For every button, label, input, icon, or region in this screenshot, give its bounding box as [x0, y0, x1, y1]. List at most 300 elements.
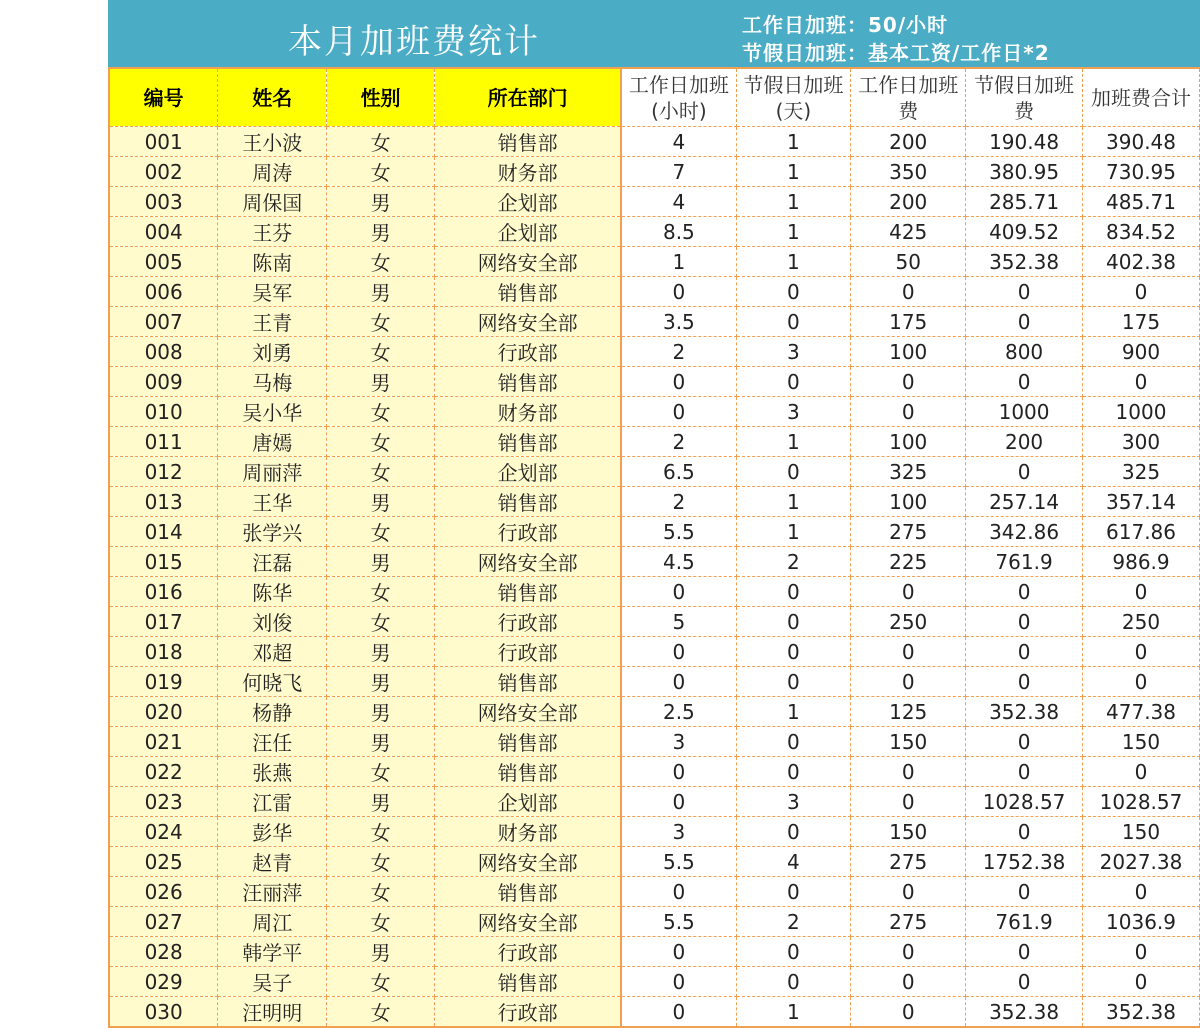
table-row: [109, 127, 1200, 157]
cell-weekday-pay[interactable]: 100: [851, 337, 966, 367]
cell-gender[interactable]: 女: [327, 757, 435, 787]
cell-total-pay[interactable]: 617.86: [1083, 517, 1200, 547]
cell-name[interactable]: 王青: [218, 307, 327, 337]
cell-weekday-pay[interactable]: 275: [851, 517, 966, 547]
cell-id[interactable]: 020: [109, 697, 218, 727]
cell-name[interactable]: 韩学平: [218, 937, 327, 967]
cell-total-pay[interactable]: 0: [1083, 757, 1200, 787]
cell-weekday-pay[interactable]: 0: [851, 277, 966, 307]
table-row: [109, 487, 1200, 517]
cell-holiday-pay[interactable]: 0: [966, 667, 1083, 697]
cell-total-pay[interactable]: 1028.57: [1083, 787, 1200, 817]
cell-name[interactable]: 彭华: [218, 817, 327, 847]
cell-name[interactable]: 刘俊: [218, 607, 327, 637]
cell-holiday-pay[interactable]: 0: [966, 967, 1083, 997]
cell-id[interactable]: 025: [109, 847, 218, 877]
cell-total-pay[interactable]: 730.95: [1083, 157, 1200, 187]
cell-name[interactable]: 汪任: [218, 727, 327, 757]
cell-department[interactable]: 财务部: [434, 397, 621, 427]
cell-holiday-days[interactable]: 2: [736, 907, 851, 937]
table-row: [109, 247, 1200, 277]
cell-weekday-pay[interactable]: 100: [851, 427, 966, 457]
cell-holiday-days[interactable]: 1: [736, 187, 851, 217]
cell-department[interactable]: 销售部: [434, 427, 621, 457]
table-row: [109, 607, 1200, 637]
cell-holiday-pay[interactable]: 761.9: [966, 547, 1083, 577]
cell-weekday-hours[interactable]: 0: [621, 757, 736, 787]
cell-holiday-days[interactable]: 1: [736, 157, 851, 187]
cell-gender[interactable]: 女: [327, 517, 435, 547]
cell-weekday-hours[interactable]: 0: [621, 787, 736, 817]
cell-id[interactable]: 003: [109, 187, 218, 217]
cell-name[interactable]: 陈华: [218, 577, 327, 607]
cell-holiday-days[interactable]: 0: [736, 817, 851, 847]
cell-weekday-pay[interactable]: 100: [851, 487, 966, 517]
cell-weekday-hours[interactable]: 0: [621, 667, 736, 697]
cell-total-pay[interactable]: 900: [1083, 337, 1200, 367]
cell-holiday-days[interactable]: 0: [736, 367, 851, 397]
cell-total-pay[interactable]: 0: [1083, 277, 1200, 307]
cell-weekday-pay[interactable]: 0: [851, 667, 966, 697]
cell-total-pay[interactable]: 834.52: [1083, 217, 1200, 247]
cell-weekday-hours[interactable]: 4.5: [621, 547, 736, 577]
cell-holiday-days[interactable]: 0: [736, 307, 851, 337]
cell-total-pay[interactable]: 0: [1083, 577, 1200, 607]
cell-holiday-days[interactable]: 3: [736, 397, 851, 427]
cell-weekday-pay[interactable]: 125: [851, 697, 966, 727]
cell-holiday-pay[interactable]: 285.71: [966, 187, 1083, 217]
cell-holiday-pay[interactable]: 0: [966, 577, 1083, 607]
cell-gender[interactable]: 男: [327, 277, 435, 307]
table-row: [109, 697, 1200, 727]
cell-gender[interactable]: 男: [327, 487, 435, 517]
cell-department[interactable]: 销售部: [434, 127, 621, 157]
cell-id[interactable]: 026: [109, 877, 218, 907]
cell-holiday-days[interactable]: 4: [736, 847, 851, 877]
cell-gender[interactable]: 女: [327, 307, 435, 337]
cell-department[interactable]: 企划部: [434, 457, 621, 487]
cell-holiday-days[interactable]: 1: [736, 247, 851, 277]
cell-id[interactable]: 030: [109, 997, 218, 1028]
cell-gender[interactable]: 男: [327, 787, 435, 817]
cell-id[interactable]: 027: [109, 907, 218, 937]
cell-weekday-pay[interactable]: 0: [851, 367, 966, 397]
cell-gender[interactable]: 女: [327, 397, 435, 427]
cell-department[interactable]: 网络安全部: [434, 247, 621, 277]
cell-id[interactable]: 009: [109, 367, 218, 397]
cell-weekday-pay[interactable]: 350: [851, 157, 966, 187]
cell-id[interactable]: 022: [109, 757, 218, 787]
cell-holiday-pay[interactable]: 761.9: [966, 907, 1083, 937]
table-row: [109, 787, 1200, 817]
cell-name[interactable]: 刘勇: [218, 337, 327, 367]
cell-holiday-pay[interactable]: 0: [966, 937, 1083, 967]
cell-name[interactable]: 江雷: [218, 787, 327, 817]
cell-gender[interactable]: 女: [327, 967, 435, 997]
cell-holiday-pay[interactable]: 0: [966, 607, 1083, 637]
cell-name[interactable]: 张学兴: [218, 517, 327, 547]
table-row: [109, 157, 1200, 187]
title-banner: [108, 0, 1200, 67]
cell-id[interactable]: 011: [109, 427, 218, 457]
cell-weekday-hours[interactable]: 3.5: [621, 307, 736, 337]
cell-weekday-pay[interactable]: 175: [851, 307, 966, 337]
cell-weekday-pay[interactable]: 275: [851, 847, 966, 877]
cell-holiday-days[interactable]: 0: [736, 667, 851, 697]
cell-holiday-pay[interactable]: 352.38: [966, 697, 1083, 727]
table-row: [109, 217, 1200, 247]
cell-holiday-pay[interactable]: 0: [966, 727, 1083, 757]
cell-gender[interactable]: 女: [327, 817, 435, 847]
cell-weekday-hours[interactable]: 0: [621, 877, 736, 907]
cell-department[interactable]: 销售部: [434, 577, 621, 607]
cell-name[interactable]: 汪磊: [218, 547, 327, 577]
cell-department[interactable]: 销售部: [434, 667, 621, 697]
cell-name[interactable]: 杨静: [218, 697, 327, 727]
cell-gender[interactable]: 女: [327, 127, 435, 157]
cell-gender[interactable]: 男: [327, 187, 435, 217]
cell-gender[interactable]: 女: [327, 337, 435, 367]
cell-weekday-hours[interactable]: 5.5: [621, 847, 736, 877]
cell-total-pay[interactable]: 250: [1083, 607, 1200, 637]
cell-total-pay[interactable]: 986.9: [1083, 547, 1200, 577]
cell-id[interactable]: 023: [109, 787, 218, 817]
cell-weekday-hours[interactable]: 0: [621, 997, 736, 1028]
cell-department[interactable]: 财务部: [434, 817, 621, 847]
cell-department[interactable]: 行政部: [434, 337, 621, 367]
cell-holiday-days[interactable]: 2: [736, 547, 851, 577]
cell-weekday-pay[interactable]: 50: [851, 247, 966, 277]
cell-gender[interactable]: 男: [327, 667, 435, 697]
cell-total-pay[interactable]: 325: [1083, 457, 1200, 487]
cell-id[interactable]: 014: [109, 517, 218, 547]
cell-holiday-days[interactable]: 3: [736, 787, 851, 817]
cell-name[interactable]: 何晓飞: [218, 667, 327, 697]
cell-department[interactable]: 网络安全部: [434, 847, 621, 877]
cell-id[interactable]: 002: [109, 157, 218, 187]
cell-gender[interactable]: 男: [327, 217, 435, 247]
cell-id[interactable]: 024: [109, 817, 218, 847]
cell-holiday-pay[interactable]: 190.48: [966, 127, 1083, 157]
cell-total-pay[interactable]: 2027.38: [1083, 847, 1200, 877]
cell-name[interactable]: 吴军: [218, 277, 327, 307]
cell-department[interactable]: 行政部: [434, 997, 621, 1028]
cell-department[interactable]: 销售部: [434, 367, 621, 397]
cell-holiday-pay[interactable]: 1028.57: [966, 787, 1083, 817]
cell-department[interactable]: 企划部: [434, 217, 621, 247]
cell-holiday-days[interactable]: 1: [736, 997, 851, 1028]
table-row: [109, 577, 1200, 607]
cell-gender[interactable]: 男: [327, 367, 435, 397]
cell-name[interactable]: 周涛: [218, 157, 327, 187]
cell-department[interactable]: 行政部: [434, 517, 621, 547]
cell-weekday-hours[interactable]: 1: [621, 247, 736, 277]
cell-department[interactable]: 销售部: [434, 757, 621, 787]
cell-holiday-days[interactable]: 0: [736, 877, 851, 907]
table-row: [109, 637, 1200, 667]
cell-name[interactable]: 陈南: [218, 247, 327, 277]
cell-gender[interactable]: 女: [327, 247, 435, 277]
cell-id[interactable]: 001: [109, 127, 218, 157]
cell-weekday-hours[interactable]: 0: [621, 967, 736, 997]
cell-id[interactable]: 007: [109, 307, 218, 337]
cell-weekday-hours[interactable]: 0: [621, 637, 736, 667]
cell-department[interactable]: 行政部: [434, 637, 621, 667]
cell-holiday-pay[interactable]: 0: [966, 457, 1083, 487]
cell-id[interactable]: 016: [109, 577, 218, 607]
cell-holiday-days[interactable]: 0: [736, 967, 851, 997]
cell-holiday-pay[interactable]: 0: [966, 307, 1083, 337]
cell-weekday-pay[interactable]: 200: [851, 187, 966, 217]
cell-weekday-hours[interactable]: 2.5: [621, 697, 736, 727]
cell-gender[interactable]: 男: [327, 637, 435, 667]
cell-holiday-pay[interactable]: 0: [966, 637, 1083, 667]
cell-holiday-pay[interactable]: 800: [966, 337, 1083, 367]
cell-holiday-days[interactable]: 1: [736, 217, 851, 247]
cell-holiday-days[interactable]: 0: [736, 937, 851, 967]
cell-id[interactable]: 019: [109, 667, 218, 697]
cell-holiday-days[interactable]: 1: [736, 697, 851, 727]
cell-total-pay[interactable]: 485.71: [1083, 187, 1200, 217]
table-row: [109, 457, 1200, 487]
cell-holiday-days[interactable]: 0: [736, 577, 851, 607]
cell-total-pay[interactable]: 0: [1083, 637, 1200, 667]
cell-holiday-pay[interactable]: 409.52: [966, 217, 1083, 247]
cell-id[interactable]: 015: [109, 547, 218, 577]
cell-holiday-days[interactable]: 0: [736, 277, 851, 307]
cell-gender[interactable]: 女: [327, 457, 435, 487]
cell-holiday-pay[interactable]: 342.86: [966, 517, 1083, 547]
cell-weekday-hours[interactable]: 2: [621, 427, 736, 457]
cell-gender[interactable]: 女: [327, 907, 435, 937]
cell-weekday-pay[interactable]: 0: [851, 637, 966, 667]
cell-weekday-hours[interactable]: 7: [621, 157, 736, 187]
cell-holiday-days[interactable]: 1: [736, 427, 851, 457]
col-header-weekday-pay[interactable]: 工作日加班费: [851, 68, 966, 127]
cell-department[interactable]: 销售部: [434, 277, 621, 307]
cell-weekday-pay[interactable]: 0: [851, 787, 966, 817]
col-header-total-pay[interactable]: 加班费合计: [1083, 68, 1200, 127]
cell-total-pay[interactable]: 1036.9: [1083, 907, 1200, 937]
cell-name[interactable]: 唐嫣: [218, 427, 327, 457]
cell-weekday-pay[interactable]: 0: [851, 877, 966, 907]
cell-holiday-days[interactable]: 1: [736, 127, 851, 157]
cell-department[interactable]: 网络安全部: [434, 547, 621, 577]
cell-weekday-hours[interactable]: 0: [621, 277, 736, 307]
cell-id[interactable]: 021: [109, 727, 218, 757]
cell-department[interactable]: 企划部: [434, 787, 621, 817]
cell-total-pay[interactable]: 0: [1083, 367, 1200, 397]
cell-department[interactable]: 企划部: [434, 187, 621, 217]
cell-total-pay[interactable]: 0: [1083, 877, 1200, 907]
cell-holiday-days[interactable]: 0: [736, 727, 851, 757]
cell-name[interactable]: 汪丽萍: [218, 877, 327, 907]
cell-department[interactable]: 销售部: [434, 487, 621, 517]
cell-name[interactable]: 周江: [218, 907, 327, 937]
cell-gender[interactable]: 女: [327, 847, 435, 877]
cell-holiday-days[interactable]: 1: [736, 517, 851, 547]
cell-holiday-pay[interactable]: 257.14: [966, 487, 1083, 517]
cell-total-pay[interactable]: 402.38: [1083, 247, 1200, 277]
cell-name[interactable]: 吴小华: [218, 397, 327, 427]
cell-id[interactable]: 008: [109, 337, 218, 367]
cell-total-pay[interactable]: 300: [1083, 427, 1200, 457]
cell-name[interactable]: 周保国: [218, 187, 327, 217]
cell-holiday-pay[interactable]: 380.95: [966, 157, 1083, 187]
cell-id[interactable]: 028: [109, 937, 218, 967]
cell-weekday-hours[interactable]: 0: [621, 577, 736, 607]
cell-holiday-pay[interactable]: 352.38: [966, 247, 1083, 277]
cell-weekday-pay[interactable]: 325: [851, 457, 966, 487]
table-row: [109, 337, 1200, 367]
cell-id[interactable]: 017: [109, 607, 218, 637]
cell-weekday-hours[interactable]: 6.5: [621, 457, 736, 487]
cell-holiday-days[interactable]: 0: [736, 607, 851, 637]
cell-weekday-pay[interactable]: 0: [851, 967, 966, 997]
col-header-holiday-pay[interactable]: 节假日加班费: [966, 68, 1083, 127]
cell-weekday-pay[interactable]: 0: [851, 397, 966, 427]
cell-name[interactable]: 汪明明: [218, 997, 327, 1028]
table-row: [109, 277, 1200, 307]
table-row: [109, 307, 1200, 337]
cell-id[interactable]: 013: [109, 487, 218, 517]
cell-gender[interactable]: 男: [327, 937, 435, 967]
cell-total-pay[interactable]: 175: [1083, 307, 1200, 337]
cell-holiday-days[interactable]: 0: [736, 757, 851, 787]
cell-name[interactable]: 邓超: [218, 637, 327, 667]
cell-name[interactable]: 王华: [218, 487, 327, 517]
cell-department[interactable]: 网络安全部: [434, 697, 621, 727]
cell-total-pay[interactable]: 0: [1083, 667, 1200, 697]
cell-department[interactable]: 财务部: [434, 157, 621, 187]
cell-total-pay[interactable]: 150: [1083, 727, 1200, 757]
cell-weekday-pay[interactable]: 0: [851, 937, 966, 967]
cell-weekday-hours[interactable]: 5.5: [621, 907, 736, 937]
cell-weekday-pay[interactable]: 425: [851, 217, 966, 247]
cell-weekday-pay[interactable]: 225: [851, 547, 966, 577]
cell-name[interactable]: 张燕: [218, 757, 327, 787]
cell-name[interactable]: 马梅: [218, 367, 327, 397]
sheet-title: 本月加班费统计: [288, 22, 540, 62]
cell-weekday-pay[interactable]: 150: [851, 727, 966, 757]
cell-name[interactable]: 周丽萍: [218, 457, 327, 487]
col-header-department[interactable]: 所在部门: [434, 68, 621, 127]
cell-weekday-pay[interactable]: 200: [851, 127, 966, 157]
cell-weekday-pay[interactable]: 275: [851, 907, 966, 937]
cell-total-pay[interactable]: 357.14: [1083, 487, 1200, 517]
cell-id[interactable]: 005: [109, 247, 218, 277]
cell-weekday-hours[interactable]: 0: [621, 367, 736, 397]
cell-department[interactable]: 销售部: [434, 967, 621, 997]
cell-total-pay[interactable]: 150: [1083, 817, 1200, 847]
cell-department[interactable]: 网络安全部: [434, 307, 621, 337]
cell-holiday-pay[interactable]: 352.38: [966, 997, 1083, 1028]
col-header-gender[interactable]: 性别: [327, 68, 435, 127]
cell-weekday-pay[interactable]: 250: [851, 607, 966, 637]
cell-total-pay[interactable]: 1000: [1083, 397, 1200, 427]
cell-holiday-pay[interactable]: 0: [966, 277, 1083, 307]
cell-weekday-pay[interactable]: 0: [851, 757, 966, 787]
cell-holiday-days[interactable]: 3: [736, 337, 851, 367]
cell-holiday-days[interactable]: 0: [736, 637, 851, 667]
cell-department[interactable]: 网络安全部: [434, 907, 621, 937]
cell-id[interactable]: 012: [109, 457, 218, 487]
cell-id[interactable]: 029: [109, 967, 218, 997]
cell-weekday-hours[interactable]: 4: [621, 127, 736, 157]
cell-holiday-days[interactable]: 0: [736, 457, 851, 487]
cell-holiday-pay[interactable]: 0: [966, 877, 1083, 907]
cell-gender[interactable]: 男: [327, 697, 435, 727]
cell-id[interactable]: 004: [109, 217, 218, 247]
cell-gender[interactable]: 女: [327, 877, 435, 907]
cell-holiday-pay[interactable]: 200: [966, 427, 1083, 457]
cell-gender[interactable]: 女: [327, 997, 435, 1028]
cell-weekday-hours[interactable]: 3: [621, 727, 736, 757]
cell-weekday-hours[interactable]: 0: [621, 937, 736, 967]
cell-gender[interactable]: 女: [327, 427, 435, 457]
cell-holiday-pay[interactable]: 0: [966, 817, 1083, 847]
cell-department[interactable]: 销售部: [434, 727, 621, 757]
cell-weekday-hours[interactable]: 8.5: [621, 217, 736, 247]
cell-weekday-hours[interactable]: 3: [621, 817, 736, 847]
cell-name[interactable]: 赵青: [218, 847, 327, 877]
cell-holiday-days[interactable]: 1: [736, 487, 851, 517]
cell-total-pay[interactable]: 352.38: [1083, 997, 1200, 1028]
cell-total-pay[interactable]: 390.48: [1083, 127, 1200, 157]
cell-gender[interactable]: 女: [327, 607, 435, 637]
col-header-weekday-hours[interactable]: 工作日加班(小时): [621, 68, 736, 127]
cell-department[interactable]: 行政部: [434, 937, 621, 967]
cell-weekday-hours[interactable]: 4: [621, 187, 736, 217]
cell-gender[interactable]: 女: [327, 157, 435, 187]
cell-department[interactable]: 行政部: [434, 607, 621, 637]
cell-holiday-pay[interactable]: 0: [966, 367, 1083, 397]
cell-weekday-hours[interactable]: 2: [621, 337, 736, 367]
cell-weekday-hours[interactable]: 5: [621, 607, 736, 637]
table-row: [109, 817, 1200, 847]
cell-weekday-pay[interactable]: 0: [851, 577, 966, 607]
cell-weekday-hours[interactable]: 0: [621, 397, 736, 427]
cell-total-pay[interactable]: 477.38: [1083, 697, 1200, 727]
weekday-rate-note: 工作日加班：50/小时: [742, 13, 949, 37]
table-body: [109, 127, 1200, 1028]
cell-name[interactable]: 王芬: [218, 217, 327, 247]
cell-name[interactable]: 王小波: [218, 127, 327, 157]
cell-weekday-pay[interactable]: 0: [851, 997, 966, 1028]
cell-id[interactable]: 018: [109, 637, 218, 667]
cell-weekday-hours[interactable]: 5.5: [621, 517, 736, 547]
cell-department[interactable]: 销售部: [434, 877, 621, 907]
header-row: [109, 68, 1200, 127]
cell-id[interactable]: 006: [109, 277, 218, 307]
cell-weekday-hours[interactable]: 2: [621, 487, 736, 517]
col-header-id[interactable]: 编号: [109, 68, 218, 127]
cell-total-pay[interactable]: 0: [1083, 967, 1200, 997]
holiday-rate-note: 节假日加班：基本工资/工作日*2: [742, 41, 1050, 65]
cell-gender[interactable]: 男: [327, 547, 435, 577]
col-header-name[interactable]: 姓名: [218, 68, 327, 127]
cell-holiday-pay[interactable]: 0: [966, 757, 1083, 787]
col-header-holiday-days[interactable]: 节假日加班(天): [736, 68, 851, 127]
cell-holiday-pay[interactable]: 1752.38: [966, 847, 1083, 877]
cell-holiday-pay[interactable]: 1000: [966, 397, 1083, 427]
cell-weekday-pay[interactable]: 150: [851, 817, 966, 847]
cell-id[interactable]: 010: [109, 397, 218, 427]
cell-gender[interactable]: 男: [327, 727, 435, 757]
cell-total-pay[interactable]: 0: [1083, 937, 1200, 967]
cell-gender[interactable]: 女: [327, 577, 435, 607]
cell-name[interactable]: 吴子: [218, 967, 327, 997]
